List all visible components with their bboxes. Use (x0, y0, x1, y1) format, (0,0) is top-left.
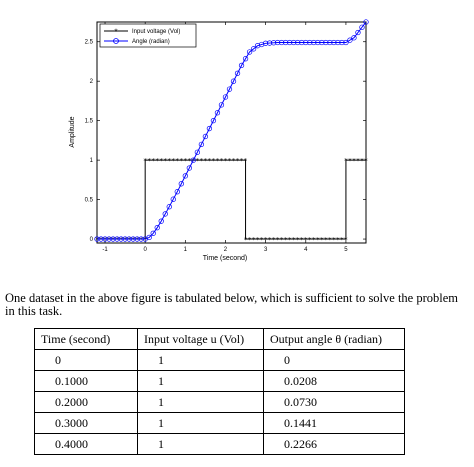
data-point: * (364, 157, 368, 166)
data-point: * (352, 157, 356, 166)
data-point: * (344, 157, 348, 166)
data-point: * (308, 236, 312, 245)
data-point: * (324, 236, 328, 245)
data-point: * (131, 236, 135, 245)
cell-voltage: 1 (138, 350, 264, 371)
data-point: * (227, 157, 232, 166)
y-tick-label: 2.5 (84, 39, 93, 46)
data-point: * (207, 157, 212, 166)
data-point: * (312, 236, 316, 245)
data-point: * (235, 157, 240, 166)
data-point: * (111, 236, 115, 245)
data-point: * (255, 236, 260, 245)
data-point: * (147, 157, 151, 166)
legend-marker-input: * (114, 27, 118, 36)
data-point: * (271, 236, 276, 245)
data-point: * (107, 236, 111, 245)
data-point: * (95, 236, 99, 245)
legend-label-input: Input voltage (Vol) (132, 29, 181, 35)
x-tick-label: 4 (304, 247, 308, 253)
x-tick-label: -1 (102, 247, 108, 253)
data-point: * (340, 236, 344, 245)
data-point: * (163, 157, 168, 166)
data-point: * (356, 157, 360, 166)
data-point: * (119, 236, 123, 245)
data-point: * (127, 236, 131, 245)
data-point: * (223, 157, 228, 166)
x-axis-label: Time (second) (202, 255, 248, 262)
table-row (35, 350, 405, 371)
data-point: * (143, 157, 147, 166)
data-point: * (283, 236, 288, 245)
data-point: * (243, 157, 248, 166)
data-point: * (143, 236, 147, 245)
y-tick-label: 1.5 (84, 118, 93, 125)
table-header-row (35, 329, 405, 350)
legend (100, 24, 196, 47)
data-point: * (167, 157, 172, 166)
data-point: * (263, 236, 268, 245)
y-axis-label: Amplitude (69, 116, 76, 148)
data-point: * (187, 157, 192, 166)
data-point: * (320, 236, 324, 245)
data-point: * (211, 157, 216, 166)
data-point: * (295, 236, 300, 245)
data-point: * (139, 236, 143, 245)
y-tick-label: 2 (89, 79, 93, 86)
cell-time: 0.1000 (35, 371, 138, 392)
data-point: * (203, 157, 208, 166)
cell-time: 0.2000 (35, 392, 138, 413)
cell-voltage: 1 (138, 371, 264, 392)
cell-voltage: 1 (138, 392, 264, 413)
x-tick-label: 0 (143, 247, 147, 253)
x-tick-label: 2 (223, 247, 228, 253)
x-tick-label: 3 (263, 247, 268, 253)
y-tick-label: 0.5 (84, 197, 93, 204)
data-point: * (287, 236, 292, 245)
data-point: * (332, 236, 336, 245)
cell-time: 0 (35, 350, 138, 371)
data-point: * (243, 236, 248, 245)
header-input-voltage: Input voltage u (Vol) (138, 329, 264, 350)
x-tick-label: 1 (183, 247, 188, 253)
data-point: * (316, 236, 320, 245)
legend-label-angle: Angle (radian) (132, 39, 170, 45)
data-point: * (251, 236, 256, 245)
data-point: * (247, 236, 252, 245)
data-point: * (175, 157, 180, 166)
table-row (35, 434, 405, 455)
x-tick-label: 5 (344, 247, 348, 253)
data-point: * (300, 236, 304, 245)
data-point: * (291, 236, 296, 245)
data-point: * (123, 236, 127, 245)
data-point: * (219, 157, 224, 166)
data-point: * (275, 236, 280, 245)
data-point: * (328, 236, 332, 245)
data-point: * (231, 157, 236, 166)
data-point: * (191, 157, 196, 166)
table-row (35, 392, 405, 413)
cell-time: 0.4000 (35, 434, 138, 455)
data-point: * (344, 236, 348, 245)
header-time: Time (second) (35, 329, 138, 350)
data-point: * (195, 157, 200, 166)
data-point: * (215, 157, 220, 166)
header-output-angle: Output angle θ (radian) (264, 329, 405, 350)
data-point: * (115, 236, 119, 245)
y-tick-label: 0 (89, 237, 93, 244)
data-point: * (171, 157, 176, 166)
data-point: * (348, 157, 352, 166)
data-point: * (199, 157, 204, 166)
cell-angle: 0.1441 (264, 413, 405, 434)
cell-angle: 0 (264, 350, 405, 371)
plot-background (97, 22, 366, 243)
dataset-table (34, 328, 405, 455)
y-tick-label: 1 (89, 158, 93, 165)
data-point: * (267, 236, 272, 245)
table-row (35, 413, 405, 434)
data-point: * (183, 157, 188, 166)
data-point: * (336, 236, 340, 245)
data-point: * (99, 236, 103, 245)
table-row (35, 371, 405, 392)
cell-time: 0.3000 (35, 413, 138, 434)
data-point: * (360, 157, 364, 166)
data-point: * (159, 157, 163, 166)
cell-voltage: 1 (138, 434, 264, 455)
data-point: * (279, 236, 284, 245)
cell-voltage: 1 (138, 413, 264, 434)
data-point: * (239, 157, 244, 166)
cell-angle: 0.2266 (264, 434, 405, 455)
data-point: * (155, 157, 159, 166)
cell-angle: 0.0208 (264, 371, 405, 392)
cell-angle: 0.0730 (264, 392, 405, 413)
data-point: * (179, 157, 184, 166)
data-point: * (151, 157, 155, 166)
data-point: * (103, 236, 107, 245)
data-point: * (259, 236, 264, 245)
description-paragraph: One dataset in the above figure is tabulated below, which is sufficient to solve the problem in this task. (5, 291, 459, 318)
data-point: * (304, 236, 308, 245)
data-point: * (135, 236, 139, 245)
